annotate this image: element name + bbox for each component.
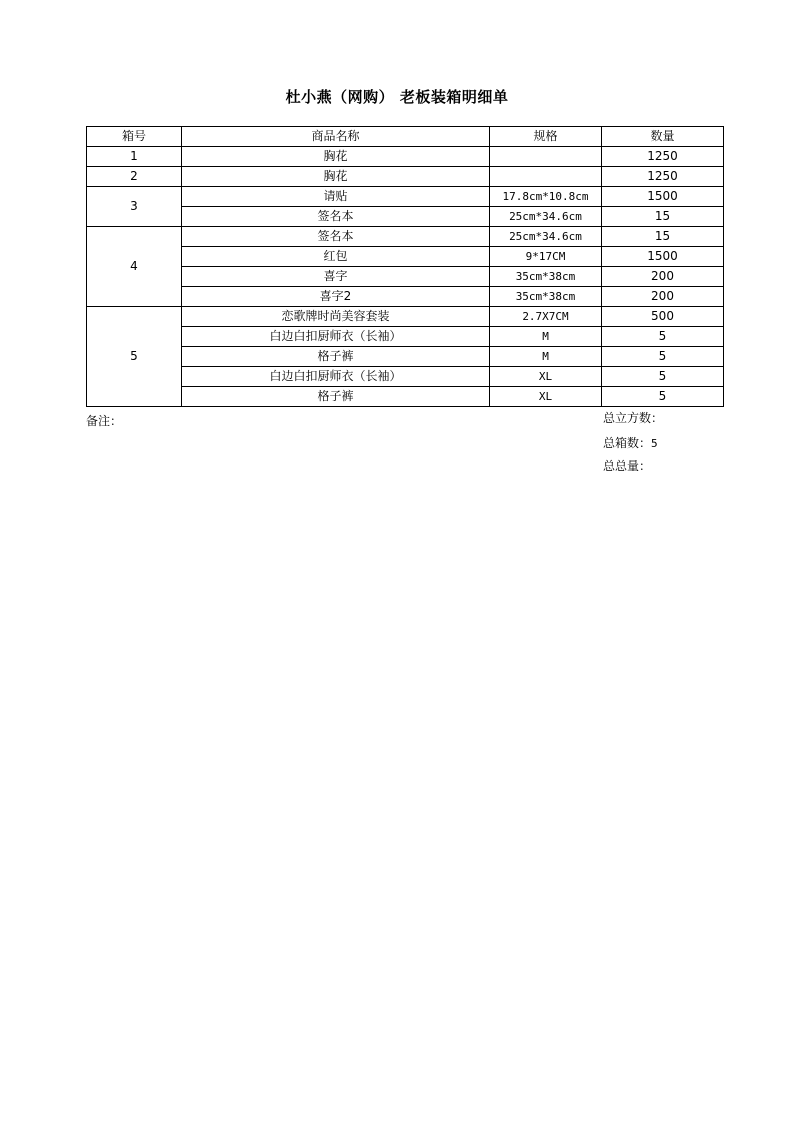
table-row (87, 227, 724, 247)
product-name-cell: 签名本 (182, 207, 490, 227)
column-header-product-name: 商品名称 (182, 127, 490, 147)
product-name-cell: 胸花 (182, 147, 490, 167)
quantity-cell: 500 (602, 307, 724, 327)
product-name-cell: 白边白扣厨师衣（长袖） (182, 327, 490, 347)
product-name-cell: 胸花 (182, 167, 490, 187)
product-name-cell: 红包 (182, 247, 490, 267)
table-row (87, 147, 724, 167)
spec-cell: 35cm*38cm (490, 267, 602, 287)
spec-cell (490, 147, 602, 167)
total-weight-line (603, 457, 651, 474)
table-row (87, 187, 724, 207)
total-weight-label: 总总量： (603, 459, 652, 473)
table-row (87, 247, 724, 267)
box-number-cell: 5 (87, 307, 182, 407)
column-header-quantity: 数量 (602, 127, 724, 147)
quantity-cell: 1500 (602, 247, 724, 267)
box-number-cell: 3 (87, 187, 182, 227)
table-row (87, 167, 724, 187)
remark-label: 备注： (86, 414, 123, 428)
spec-cell: 2.7X7CM (490, 307, 602, 327)
spec-cell: 35cm*38cm (490, 287, 602, 307)
table-row (87, 387, 724, 407)
spec-cell: 25cm*34.6cm (490, 227, 602, 247)
box-number-cell: 2 (87, 167, 182, 187)
spec-cell (490, 167, 602, 187)
column-header-box-no: 箱号 (87, 127, 182, 147)
document-title: 杜小燕（网购） 老板装箱明细单 (285, 88, 509, 106)
spec-cell: M (490, 347, 602, 367)
spec-cell: M (490, 327, 602, 347)
product-name-cell: 格子裤 (182, 347, 490, 367)
spec-cell: 17.8cm*10.8cm (490, 187, 602, 207)
table-row (87, 207, 724, 227)
product-name-cell: 恋歌牌时尚美容套装 (182, 307, 490, 327)
spec-cell: XL (490, 367, 602, 387)
quantity-cell: 200 (602, 267, 724, 287)
total-volume-label: 总立方数： (603, 411, 664, 425)
quantity-cell: 1250 (602, 147, 724, 167)
table-row (87, 287, 724, 307)
box-number-cell: 1 (87, 147, 182, 167)
quantity-cell: 5 (602, 387, 724, 407)
table-row (87, 367, 724, 387)
quantity-cell: 5 (602, 347, 724, 367)
quantity-cell: 5 (602, 327, 724, 347)
total-boxes-value: 5 (651, 437, 658, 450)
quantity-cell: 1500 (602, 187, 724, 207)
product-name-cell: 喜字 (182, 267, 490, 287)
table-header-row (87, 127, 724, 147)
packing-list-table (86, 126, 724, 407)
total-boxes-line (603, 434, 658, 451)
total-boxes-label: 总箱数： (603, 436, 652, 450)
product-name-cell: 格子裤 (182, 387, 490, 407)
quantity-cell: 1250 (602, 167, 724, 187)
table-row (87, 267, 724, 287)
product-name-cell: 签名本 (182, 227, 490, 247)
table-row (87, 307, 724, 327)
quantity-cell: 5 (602, 367, 724, 387)
spec-cell: XL (490, 387, 602, 407)
spec-cell: 25cm*34.6cm (490, 207, 602, 227)
spec-cell: 9*17CM (490, 247, 602, 267)
quantity-cell: 15 (602, 227, 724, 247)
box-number-cell: 4 (87, 227, 182, 307)
column-header-spec: 规格 (490, 127, 602, 147)
product-name-cell: 喜字2 (182, 287, 490, 307)
product-name-cell: 白边白扣厨师衣（长袖） (182, 367, 490, 387)
table-row (87, 347, 724, 367)
product-name-cell: 请贴 (182, 187, 490, 207)
table-row (87, 327, 724, 347)
quantity-cell: 200 (602, 287, 724, 307)
total-volume-line (603, 409, 663, 426)
quantity-cell: 15 (602, 207, 724, 227)
